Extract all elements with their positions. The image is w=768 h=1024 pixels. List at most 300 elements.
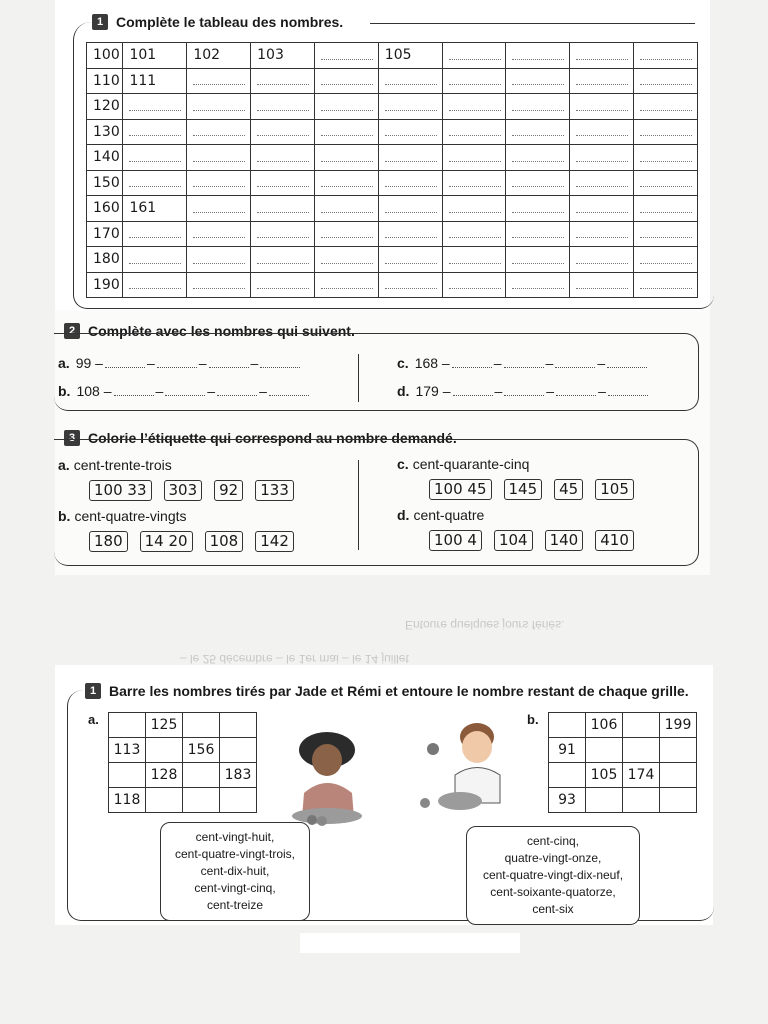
sequence-start: 108 [76, 383, 100, 399]
grid-cell[interactable] [660, 763, 697, 788]
number-tag[interactable]: 100 4 [429, 530, 482, 551]
number-tag[interactable]: 180 [89, 531, 128, 552]
answer-cell[interactable] [378, 196, 442, 222]
grid-cell[interactable]: 156 [183, 738, 220, 763]
dotted-blank [449, 72, 501, 85]
answer-blank[interactable] [260, 367, 300, 368]
dotted-blank [193, 200, 245, 213]
dotted-blank [385, 123, 437, 136]
bleed-through-text-1: Entoure quelques jours fériés. [405, 618, 565, 632]
bubble-line: cent-cinq, [526, 834, 580, 848]
dotted-blank [449, 123, 501, 136]
answer-cell[interactable] [442, 196, 506, 222]
dotted-blank [193, 276, 245, 289]
table-cell: 140 [87, 145, 123, 171]
answer-blank[interactable] [453, 395, 493, 396]
dotted-blank [321, 72, 373, 85]
speech-bubble-remi [466, 826, 640, 925]
sequence-d: d. 179 – – – – [397, 383, 650, 399]
bubble-line: quatre-vingt-onze, [504, 851, 602, 865]
dotted-blank [512, 149, 564, 162]
grid-row [109, 713, 257, 738]
sequence-start: 168 [414, 355, 439, 371]
answer-cell[interactable] [187, 145, 251, 171]
grid-cell[interactable] [220, 738, 257, 763]
answer-cell[interactable] [634, 68, 698, 94]
answer-cell[interactable] [187, 94, 251, 120]
question-d [397, 507, 484, 523]
answer-cell[interactable] [442, 94, 506, 120]
answer-blank[interactable] [114, 395, 154, 396]
answer-cell[interactable] [634, 221, 698, 247]
item-label: a. [58, 355, 70, 371]
question-text: cent-quatre [413, 507, 485, 523]
dotted-blank [640, 72, 692, 85]
dotted-blank [449, 149, 501, 162]
answer-cell[interactable] [634, 94, 698, 120]
answer-cell[interactable] [378, 68, 442, 94]
number-tag[interactable]: 100 33 [89, 480, 152, 501]
dotted-blank [257, 149, 309, 162]
dotted-blank [129, 225, 181, 238]
dotted-blank [193, 225, 245, 238]
answer-cell[interactable] [123, 94, 187, 120]
dotted-blank [640, 98, 692, 111]
dotted-blank [385, 72, 437, 85]
answer-cell[interactable] [442, 272, 506, 298]
exercise-number: 2 [64, 323, 80, 339]
answer-cell[interactable] [123, 170, 187, 196]
table-cell: 101 [123, 43, 187, 69]
dotted-blank [257, 123, 309, 136]
grid-cell[interactable] [220, 788, 257, 813]
dotted-blank [129, 149, 181, 162]
grid-cell[interactable]: 118 [109, 788, 146, 813]
dotted-blank [512, 200, 564, 213]
item-label: c. [397, 355, 409, 371]
dotted-blank [193, 251, 245, 264]
grid-cell[interactable]: 183 [220, 763, 257, 788]
dotted-blank [385, 251, 437, 264]
answer-cell[interactable] [314, 94, 378, 120]
tags-d [429, 530, 634, 551]
answer-cell[interactable] [570, 247, 634, 273]
answer-cell[interactable] [314, 272, 378, 298]
grid-row [109, 738, 257, 763]
exercise-number: 3 [64, 430, 80, 446]
table-cell: 160 [87, 196, 123, 222]
answer-blank[interactable] [217, 395, 257, 396]
answer-cell[interactable] [314, 247, 378, 273]
answer-cell[interactable] [634, 119, 698, 145]
grid-a [108, 712, 257, 813]
dotted-blank [640, 225, 692, 238]
dotted-blank [129, 98, 181, 111]
table-row [87, 272, 698, 298]
dotted-blank [512, 123, 564, 136]
grid-cell[interactable] [183, 713, 220, 738]
table-row [87, 247, 698, 273]
grid-cell[interactable] [623, 738, 660, 763]
dotted-blank [576, 174, 628, 187]
answer-cell[interactable] [570, 43, 634, 69]
answer-cell[interactable] [187, 68, 251, 94]
answer-cell[interactable] [442, 119, 506, 145]
table-cell: 170 [87, 221, 123, 247]
grid-cell[interactable]: 113 [109, 738, 146, 763]
answer-cell[interactable] [251, 94, 315, 120]
exercise-title: Colorie l’étiquette qui correspond au nombre demandé. [88, 430, 457, 446]
dotted-blank [321, 98, 373, 111]
number-table [86, 42, 698, 298]
question-b [58, 508, 187, 524]
dotted-blank [321, 47, 373, 60]
answer-cell[interactable] [442, 170, 506, 196]
dotted-blank [321, 174, 373, 187]
answer-cell[interactable] [506, 43, 570, 69]
dotted-blank [576, 251, 628, 264]
number-tag[interactable]: 145 [504, 479, 543, 500]
answer-cell[interactable] [570, 272, 634, 298]
dotted-blank [576, 200, 628, 213]
answer-cell[interactable] [442, 247, 506, 273]
answer-cell[interactable] [187, 272, 251, 298]
dotted-blank [512, 72, 564, 85]
grid-row [109, 763, 257, 788]
answer-cell[interactable] [506, 94, 570, 120]
answer-cell[interactable] [251, 272, 315, 298]
exercise-number: 1 [92, 14, 108, 30]
answer-cell[interactable] [570, 145, 634, 171]
table-cell: 110 [87, 68, 123, 94]
dotted-blank [512, 225, 564, 238]
answer-cell[interactable] [506, 145, 570, 171]
grid-cell[interactable] [146, 788, 183, 813]
dotted-blank [640, 200, 692, 213]
answer-cell[interactable] [251, 68, 315, 94]
answer-cell[interactable] [378, 94, 442, 120]
dotted-blank [449, 47, 501, 60]
grid-cell[interactable]: 199 [660, 713, 697, 738]
answer-cell[interactable] [634, 247, 698, 273]
answer-blank[interactable] [269, 395, 309, 396]
tags-b [89, 531, 294, 552]
dotted-blank [512, 47, 564, 60]
number-tag[interactable]: 100 45 [429, 479, 492, 500]
dotted-blank [449, 225, 501, 238]
answer-cell[interactable] [570, 196, 634, 222]
answer-cell[interactable] [187, 247, 251, 273]
grid-cell[interactable]: 125 [146, 713, 183, 738]
dotted-blank [257, 200, 309, 213]
grid-cell[interactable]: 174 [623, 763, 660, 788]
grid-cell[interactable]: 105 [586, 763, 623, 788]
number-tag[interactable]: 105 [595, 479, 634, 500]
answer-cell[interactable] [251, 170, 315, 196]
dotted-blank [129, 251, 181, 264]
table-row [87, 94, 698, 120]
answer-blank[interactable] [556, 395, 596, 396]
answer-cell[interactable] [506, 119, 570, 145]
remi-illustration [415, 715, 515, 815]
answer-blank[interactable] [504, 395, 544, 396]
sequence-a: a. 99 – – – – [58, 355, 302, 371]
answer-cell[interactable] [187, 170, 251, 196]
exercise-number: 1 [85, 683, 101, 699]
grid-cell[interactable] [109, 763, 146, 788]
answer-cell[interactable] [506, 68, 570, 94]
dotted-blank [640, 251, 692, 264]
answer-cell[interactable] [378, 272, 442, 298]
answer-cell[interactable] [634, 43, 698, 69]
question-a [58, 457, 172, 473]
table-cell: 130 [87, 119, 123, 145]
table-row [87, 145, 698, 171]
grid-b-label: b. [527, 712, 539, 727]
dotted-blank [257, 174, 309, 187]
sequence-start: 99 [75, 355, 92, 371]
answer-cell[interactable] [187, 196, 251, 222]
item-label: c. [397, 456, 409, 472]
answer-cell[interactable] [123, 119, 187, 145]
bleed-through-text-2: – le 25 décembre – le 1er mai – le 14 juillet [180, 652, 409, 666]
grid-cell[interactable] [183, 763, 220, 788]
dotted-blank [449, 251, 501, 264]
item-label: b. [58, 508, 71, 524]
answer-cell[interactable] [251, 119, 315, 145]
column-separator [358, 460, 359, 550]
answer-cell[interactable] [442, 221, 506, 247]
answer-cell[interactable] [378, 247, 442, 273]
answer-cell[interactable] [378, 170, 442, 196]
table-cell: 161 [123, 196, 187, 222]
dotted-blank [576, 72, 628, 85]
question-text: cent-quatre-vingts [74, 508, 187, 524]
bubble-line: cent-vingt-cinq, [194, 881, 276, 895]
answer-cell[interactable] [314, 170, 378, 196]
number-tag[interactable]: 410 [595, 530, 634, 551]
grid-cell[interactable] [623, 788, 660, 813]
question-text: cent-quarante-cinq [412, 456, 530, 472]
dotted-blank [257, 98, 309, 111]
answer-cell[interactable] [570, 221, 634, 247]
answer-blank[interactable] [165, 395, 205, 396]
answer-cell[interactable] [506, 272, 570, 298]
dotted-blank [576, 98, 628, 111]
bubble-line: cent-vingt-huit, [195, 830, 275, 844]
dotted-blank [640, 174, 692, 187]
dotted-blank [512, 251, 564, 264]
answer-cell[interactable] [506, 170, 570, 196]
grid-cell[interactable] [660, 738, 697, 763]
grid-cell[interactable] [183, 788, 220, 813]
answer-cell[interactable] [187, 119, 251, 145]
grid-cell[interactable]: 93 [549, 788, 586, 813]
answer-cell[interactable] [570, 94, 634, 120]
item-label: d. [397, 507, 410, 523]
item-label: a. [58, 457, 70, 473]
grid-b [548, 712, 697, 813]
dotted-blank [576, 47, 628, 60]
dotted-blank [512, 174, 564, 187]
answer-cell[interactable] [378, 145, 442, 171]
answer-cell[interactable] [442, 68, 506, 94]
dotted-blank [257, 225, 309, 238]
dotted-blank [129, 174, 181, 187]
question-c [397, 456, 529, 472]
grid-cell[interactable] [623, 713, 660, 738]
answer-cell[interactable] [123, 247, 187, 273]
dotted-blank [257, 72, 309, 85]
answer-cell[interactable] [634, 272, 698, 298]
answer-cell[interactable] [314, 145, 378, 171]
footer-bar [300, 933, 520, 953]
answer-cell[interactable] [634, 196, 698, 222]
answer-cell[interactable] [123, 145, 187, 171]
dotted-blank [385, 276, 437, 289]
answer-cell[interactable] [442, 43, 506, 69]
table-cell: 180 [87, 247, 123, 273]
answer-cell[interactable] [187, 221, 251, 247]
answer-cell[interactable] [442, 145, 506, 171]
number-tag[interactable]: 45 [554, 479, 583, 500]
answer-blank[interactable] [452, 367, 492, 368]
number-tag[interactable]: 142 [255, 531, 294, 552]
answer-cell[interactable] [570, 119, 634, 145]
exercise-title: Complète avec les nombres qui suivent. [88, 323, 355, 339]
dotted-blank [640, 123, 692, 136]
dotted-blank [449, 98, 501, 111]
bubble-line: cent-treize [206, 898, 264, 912]
answer-cell[interactable] [314, 43, 378, 69]
number-tag[interactable]: 108 [205, 531, 244, 552]
grid-row [549, 788, 697, 813]
answer-blank[interactable] [209, 367, 249, 368]
grid-cell[interactable] [586, 788, 623, 813]
grid-cell[interactable] [660, 788, 697, 813]
answer-blank[interactable] [504, 367, 544, 368]
dotted-blank [129, 276, 181, 289]
grid-cell[interactable]: 128 [146, 763, 183, 788]
answer-cell[interactable] [123, 221, 187, 247]
dotted-blank [640, 47, 692, 60]
dotted-blank [321, 225, 373, 238]
item-label: d. [397, 383, 410, 399]
grid-row [109, 788, 257, 813]
table-cell: 100 [87, 43, 123, 69]
grid-cell[interactable]: 91 [549, 738, 586, 763]
dotted-blank [385, 200, 437, 213]
answer-cell[interactable] [123, 272, 187, 298]
dotted-blank [129, 123, 181, 136]
item-label: b. [58, 383, 71, 399]
answer-cell[interactable] [570, 68, 634, 94]
answer-cell[interactable] [314, 196, 378, 222]
table-row [87, 170, 698, 196]
dotted-blank [321, 149, 373, 162]
table-row [87, 43, 698, 69]
answer-cell[interactable] [506, 196, 570, 222]
answer-cell[interactable] [251, 221, 315, 247]
answer-cell[interactable] [251, 196, 315, 222]
answer-cell[interactable] [314, 119, 378, 145]
answer-blank[interactable] [157, 367, 197, 368]
dotted-blank [193, 72, 245, 85]
table-cell: 190 [87, 272, 123, 298]
dotted-blank [385, 98, 437, 111]
dotted-blank [640, 149, 692, 162]
answer-cell[interactable] [506, 247, 570, 273]
grid-cell[interactable]: 106 [586, 713, 623, 738]
answer-cell[interactable] [314, 68, 378, 94]
dotted-blank [576, 149, 628, 162]
grid-cell[interactable] [220, 713, 257, 738]
dotted-blank [193, 174, 245, 187]
answer-cell[interactable] [314, 221, 378, 247]
grid-cell[interactable] [109, 713, 146, 738]
dotted-blank [321, 200, 373, 213]
dotted-blank [193, 123, 245, 136]
dotted-blank [321, 251, 373, 264]
answer-blank[interactable] [607, 367, 647, 368]
bubble-line: cent-quatre-vingt-trois, [174, 847, 296, 861]
sequence-start: 179 [415, 383, 439, 399]
bubble-line: cent-dix-huit, [200, 864, 270, 878]
answer-blank[interactable] [608, 395, 648, 396]
dotted-blank [257, 276, 309, 289]
bubble-line: cent-soixante-quatorze, [490, 885, 616, 899]
dotted-blank [193, 98, 245, 111]
dotted-blank [321, 276, 373, 289]
answer-cell[interactable] [506, 221, 570, 247]
answer-blank[interactable] [555, 367, 595, 368]
answer-cell[interactable] [378, 221, 442, 247]
grid-row [549, 763, 697, 788]
number-tag[interactable]: 140 [545, 530, 584, 551]
number-tag[interactable]: 104 [494, 530, 533, 551]
answer-cell[interactable] [378, 119, 442, 145]
bubble-line: cent-quatre-vingt-dix-neuf, [482, 868, 624, 882]
table-cell: 103 [251, 43, 315, 69]
number-tag[interactable]: 92 [214, 480, 243, 501]
dotted-blank [449, 200, 501, 213]
dotted-blank [449, 174, 501, 187]
number-tag[interactable]: 14 20 [140, 531, 193, 552]
column-separator [358, 354, 359, 402]
grid-row [549, 738, 697, 763]
answer-cell[interactable] [634, 170, 698, 196]
answer-cell[interactable] [570, 170, 634, 196]
number-tag[interactable]: 133 [255, 480, 294, 501]
dotted-blank [512, 98, 564, 111]
tags-c [429, 479, 634, 500]
speech-bubble-jade [160, 822, 310, 921]
answer-blank[interactable] [105, 367, 145, 368]
answer-cell[interactable] [251, 145, 315, 171]
dotted-blank [321, 123, 373, 136]
grid-cell[interactable] [586, 738, 623, 763]
answer-cell[interactable] [251, 247, 315, 273]
grid-cell[interactable] [549, 763, 586, 788]
table-cell: 102 [187, 43, 251, 69]
grid-cell[interactable] [549, 713, 586, 738]
dotted-blank [385, 174, 437, 187]
dotted-blank [385, 225, 437, 238]
bubble-line: cent-six [532, 902, 574, 916]
answer-cell[interactable] [634, 145, 698, 171]
number-tag[interactable]: 303 [164, 480, 203, 501]
grid-cell[interactable] [146, 738, 183, 763]
